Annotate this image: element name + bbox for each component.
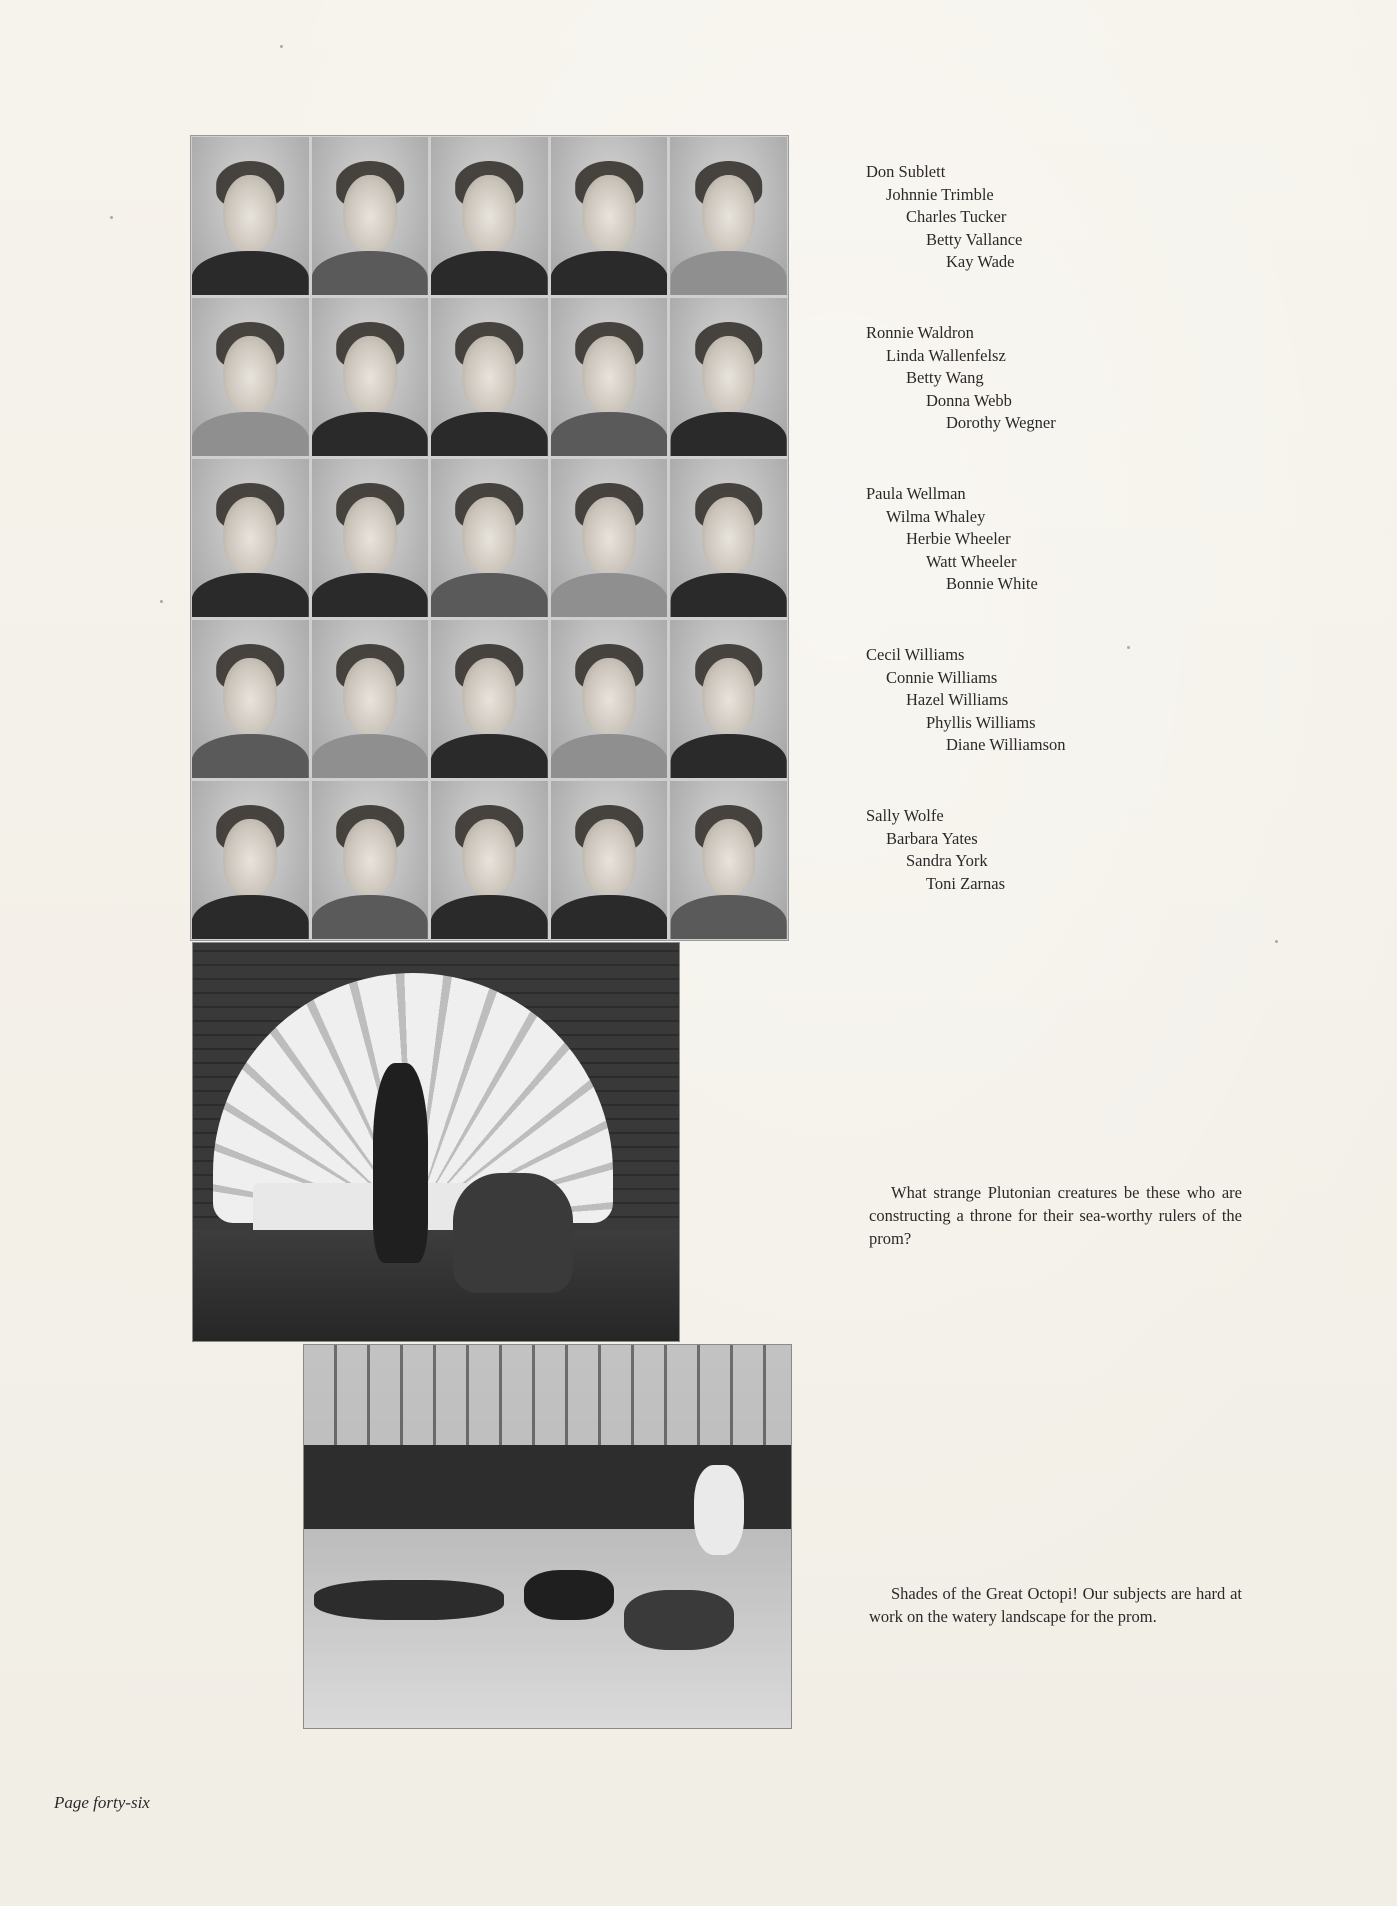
student-name: Donna Webb [926,390,1012,410]
portrait-photo [670,137,787,295]
student-name: Connie Williams [886,667,998,687]
portrait-photo [431,459,548,617]
paper-speck [110,216,113,219]
paper-speck [280,45,283,48]
paper-speck [1127,646,1130,649]
portrait-photo [192,137,309,295]
portrait-photo [670,298,787,456]
portrait-photo [551,137,668,295]
student-name: Kay Wade [946,252,1015,271]
student-name: Dorothy Wegner [946,413,1056,432]
student-name: Wilma Whaley [886,506,986,526]
paper-speck [1275,940,1278,943]
name-group-2 [866,322,1196,435]
student-name: Betty Vallance [926,229,1023,249]
portrait-photo [312,781,429,939]
name-group-5 [866,805,1196,895]
name-group-1 [866,161,1196,274]
portrait-photo [670,781,787,939]
portrait-photo [192,781,309,939]
portrait-photo [312,459,429,617]
portrait-photo [192,459,309,617]
portrait-photo [551,620,668,778]
name-group-4 [866,644,1196,757]
paper-speck [160,600,163,603]
portrait-photo [551,298,668,456]
student-name: Toni Zarnas [926,873,1006,893]
student-name: Don Sublett [866,162,946,181]
landscape-painting-photo [304,1345,791,1728]
portrait-photo [431,781,548,939]
student-name: Barbara Yates [886,828,978,848]
throne-construction-photo [193,943,679,1341]
student-name: Hazel Williams [906,690,1009,709]
student-name: Ronnie Waldron [866,323,974,342]
portrait-photo [431,137,548,295]
student-name: Johnnie Trimble [886,184,994,204]
portrait-photo [431,620,548,778]
student-name: Sally Wolfe [866,806,944,825]
student-name: Linda Wallenfelsz [886,345,1006,365]
student-name: Bonnie White [946,574,1038,593]
portrait-photo [551,781,668,939]
student-name: Cecil Williams [866,645,965,664]
student-name: Betty Wang [906,368,984,387]
throne-caption: What strange Plutonian creatures be these who are constructing a throne for their sea-worthy rulers of the prom? [869,1183,1242,1248]
landscape-caption: Shades of the Great Octopi! Our subjects are hard at work on the watery landscape for the prom. [869,1584,1242,1626]
portrait-photo [192,298,309,456]
portrait-photo [312,298,429,456]
student-name: Sandra York [906,851,988,870]
portrait-photo [670,459,787,617]
portrait-photo [312,620,429,778]
portrait-grid [190,135,789,941]
student-name: Charles Tucker [906,207,1007,226]
name-group-3 [866,483,1196,596]
student-name: Phyllis Williams [926,712,1036,732]
portrait-photo [312,137,429,295]
portrait-photo [670,620,787,778]
student-name: Herbie Wheeler [906,529,1011,548]
page-number-label: Page forty-six [54,1793,150,1812]
portrait-photo [551,459,668,617]
student-name: Watt Wheeler [926,551,1017,571]
student-name: Paula Wellman [866,484,966,503]
portrait-photo [431,298,548,456]
student-name: Diane Williamson [946,735,1066,754]
portrait-photo [192,620,309,778]
